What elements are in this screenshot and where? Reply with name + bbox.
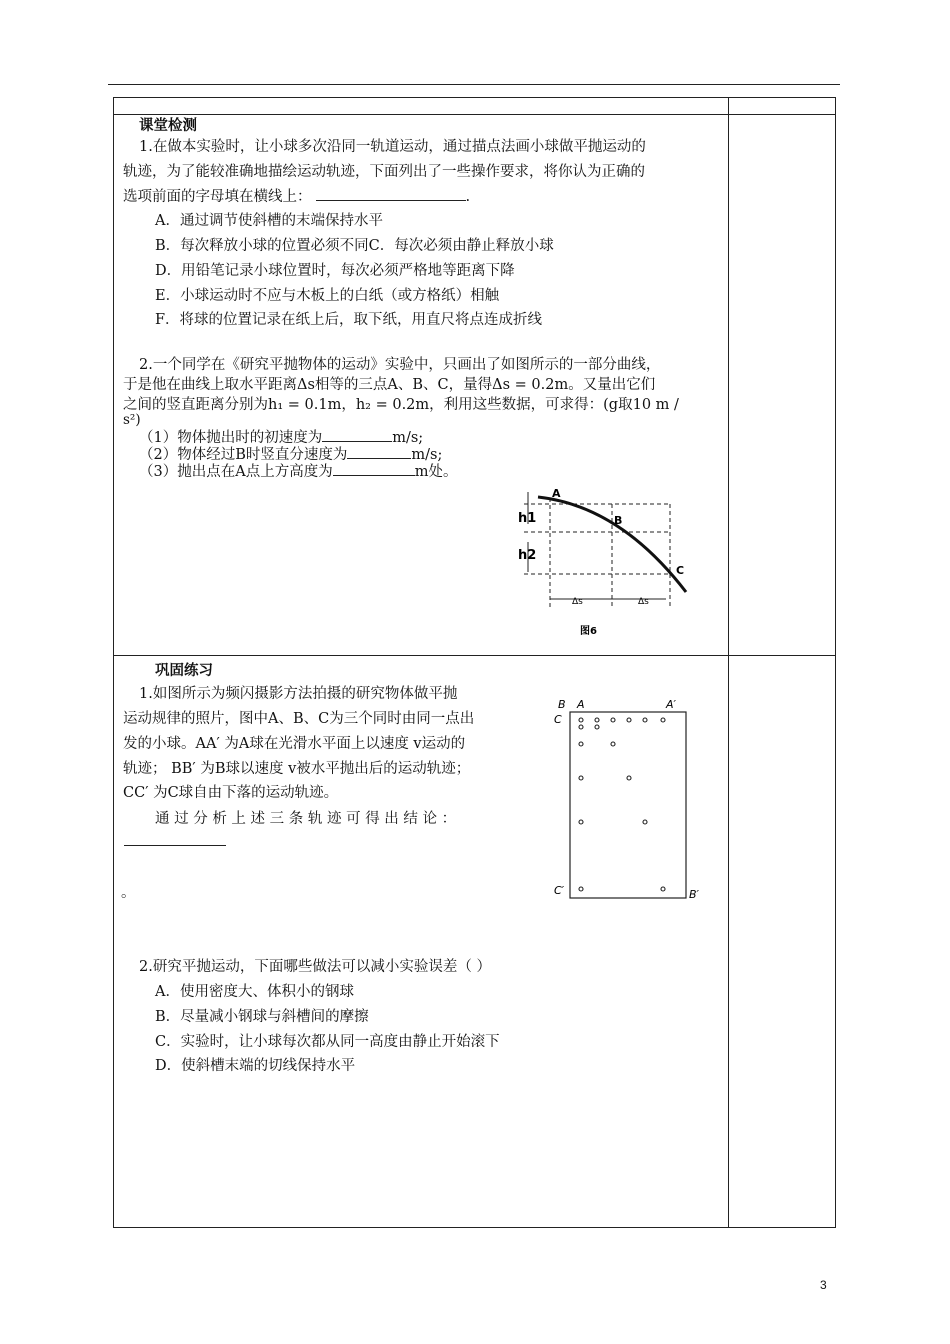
- q2-sub3-blank[interactable]: [333, 463, 415, 476]
- ds2-label: Δs: [638, 597, 649, 607]
- q2-sub3: [139, 463, 457, 481]
- ball-a-frame-3: [611, 718, 615, 722]
- q2-sub3-unit: m处。: [414, 464, 458, 480]
- q2-sub2-blank[interactable]: [347, 446, 411, 459]
- section-heading-consolidation: 巩固练习: [155, 663, 213, 679]
- q2-sub2: [139, 446, 442, 464]
- table-header-row-divider: [113, 114, 836, 115]
- strobe-photo-figure: [548, 694, 718, 906]
- ball-c-frame-6: [579, 887, 583, 891]
- label-b-prime: B′: [689, 888, 700, 901]
- s2-q1-line2: 运动规律的照片，图中A、B、C为三个同时由同一点出: [123, 711, 475, 727]
- s2-q2-option-d: D．使斜槽末端的切线保持水平: [155, 1058, 356, 1074]
- q2-line4: s²): [123, 412, 141, 428]
- h1-label: h1: [518, 511, 537, 526]
- q1-line3: [123, 188, 470, 206]
- point-a-label: A: [552, 487, 561, 500]
- ball-a-frame-6: [661, 718, 665, 722]
- s2-q1-answer-blank[interactable]: [124, 833, 226, 846]
- ball-b-frame-5: [643, 820, 647, 824]
- label-b: B: [558, 698, 566, 711]
- label-a: A: [577, 698, 585, 711]
- label-a-prime: A′: [666, 698, 677, 711]
- q1-line3-end: .: [465, 189, 471, 205]
- q2-sub1-blank[interactable]: [322, 429, 392, 442]
- ball-c-frame-5: [579, 820, 583, 824]
- q1-line2: 轨迹，为了能较准确地描绘运动轨迹，下面列出了一些操作要求，将你认为正确的: [123, 164, 645, 180]
- s2-q1-line6: 通 过 分 析 上 述 三 条 轨 迹 可 得 出 结 论 ：: [155, 811, 457, 827]
- s2-q1-line4: 轨迹； BB′ 为B球以速度 v被水平抛出后的运动轨迹；: [123, 761, 471, 777]
- q2-sub3-text: （3）抛出点在A点上方高度为: [139, 464, 333, 480]
- ball-b-frame-3: [611, 742, 615, 746]
- ds1-label: Δs: [572, 597, 583, 607]
- s2-q2-option-a: A．使用密度大、体积小的钢球: [155, 984, 354, 1000]
- h2-label: h2: [518, 548, 537, 563]
- s2-q1-line5: CC′ 为C球自由下落的运动轨迹。: [123, 785, 339, 801]
- trajectory-figure: [510, 484, 700, 644]
- ball-a-frame-5: [643, 718, 647, 722]
- ball-a-frame-2: [595, 718, 599, 722]
- q1-answer-blank[interactable]: [316, 188, 466, 201]
- ball-c-frame-3: [579, 742, 583, 746]
- q2-sub2-unit: m/s;: [411, 447, 443, 463]
- q2-sub1-unit: m/s;: [392, 430, 424, 446]
- s2-q1-line8: 。: [121, 885, 136, 901]
- q2-sub1-text: （1）物体抛出时的初速度为: [139, 430, 323, 446]
- q1-option-d: D．用铅笔记录小球位置时，每次必须严格地等距离下降: [155, 263, 515, 279]
- q1-option-b-c: B．每次释放小球的位置必须不同C．每次必须由静止释放小球: [155, 238, 554, 254]
- q2-sub2-text: （2）物体经过B时竖直分速度为: [139, 447, 348, 463]
- q1-option-e: E．小球运动时不应与木板上的白纸（或方格纸）相触: [155, 288, 500, 304]
- table-column-divider: [728, 97, 729, 1228]
- ball-a-frame-1: [579, 718, 583, 722]
- label-c: C: [554, 713, 562, 726]
- point-c-label: C: [676, 564, 685, 577]
- point-b-label: B: [614, 514, 623, 527]
- q2-sub1: [139, 429, 423, 447]
- q2-line1: 2.一个同学在《研究平抛物体的运动》实验中，只画出了如图所示的一部分曲线，: [139, 357, 661, 373]
- s2-q2-option-c: C．实验时，让小球每次都从同一高度由静止开始滚下: [155, 1034, 500, 1050]
- page-number: 3: [820, 1278, 827, 1292]
- header-rule: [108, 84, 840, 85]
- s2-q2-line1: 2.研究平抛运动，下面哪些做法可以减小实验误差（ ）: [139, 959, 491, 975]
- photo-frame: [570, 712, 686, 898]
- q1-option-a: A．通过调节使斜槽的末端保持水平: [155, 213, 383, 229]
- ball-c-frame-4: [579, 776, 583, 780]
- table-section-divider: [113, 655, 836, 656]
- ball-b-frame-2: [595, 725, 599, 729]
- ball-a-frame-4: [627, 718, 631, 722]
- figure-caption: 图6: [580, 626, 597, 637]
- ball-bc-frame-1: [579, 725, 583, 729]
- q1-line3-text: 选项前面的字母填在横线上：: [123, 189, 312, 205]
- s2-q1-line1: 1.如图所示为频闪摄影方法拍摄的研究物体做平抛: [139, 686, 458, 702]
- q1-line1: 1.在做本实验时，让小球多次沿同一轨道运动，通过描点法画小球做平抛运动的: [139, 139, 646, 155]
- s2-q1-line3: 发的小球。AA′ 为A球在光滑水平面上以速度 v运动的: [123, 736, 466, 752]
- label-c-prime: C′: [554, 884, 565, 897]
- q2-line3: 之间的竖直距离分别为h₁ = 0.1m，h₂ = 0.2m，利用这些数据，可求得：(g取10 m /: [123, 397, 679, 413]
- ball-b-frame-6: [661, 887, 665, 891]
- q2-line2: 于是他在曲线上取水平距离Δs相等的三点A、B、C，量得Δs = 0.2m。又量出它们: [123, 377, 656, 393]
- s2-q2-option-b: B．尽量减小钢球与斜槽间的摩擦: [155, 1009, 369, 1025]
- q1-option-f: F．将球的位置记录在纸上后，取下纸，用直尺将点连成折线: [155, 312, 543, 328]
- section-heading-classroom-test: 课堂检测: [139, 118, 197, 134]
- ball-b-frame-4: [627, 776, 631, 780]
